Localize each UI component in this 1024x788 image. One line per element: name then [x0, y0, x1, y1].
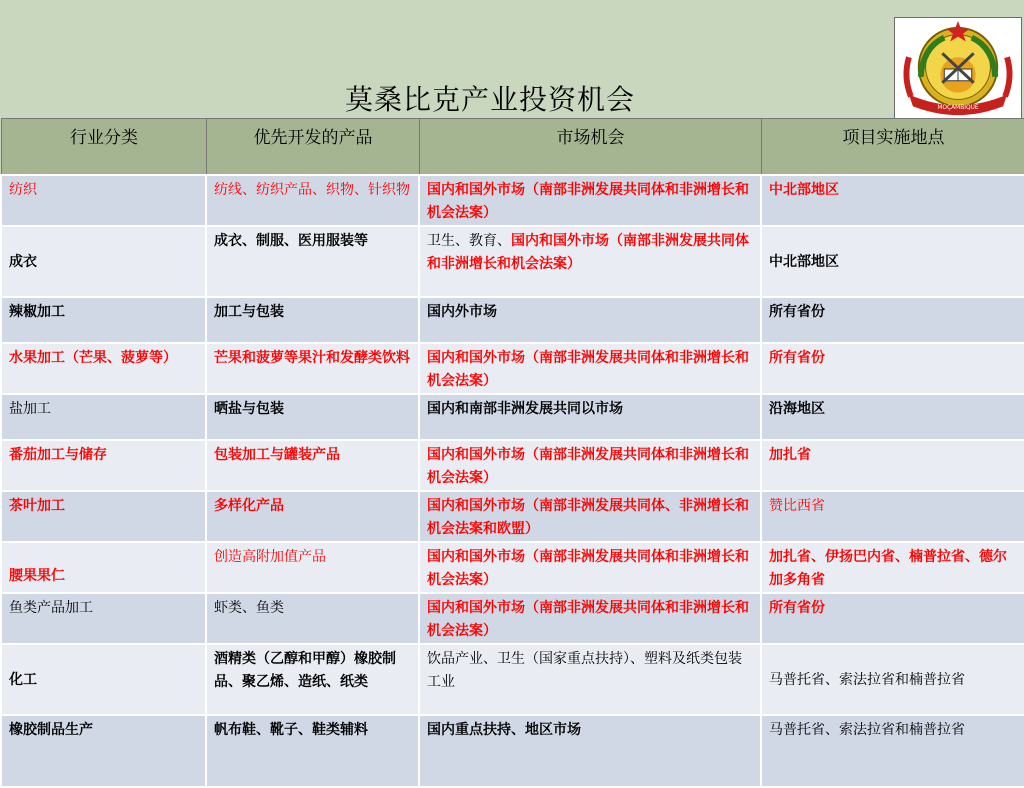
cell-product: 帆布鞋、靴子、鞋类辅料	[206, 715, 419, 787]
cell-market: 国内和国外市场（南部非洲发展共同体和非洲增长和机会法案）	[419, 440, 761, 491]
cell-product: 多样化产品	[206, 491, 419, 542]
cell-market: 饮品产业、卫生（国家重点扶持）、塑料及纸类包装工业	[419, 644, 761, 715]
cell-industry: 茶叶加工	[1, 491, 206, 542]
cell-location: 赞比西省	[761, 491, 1024, 542]
cell-location: 所有省份	[761, 297, 1024, 343]
table-row	[1, 440, 1024, 491]
cell-industry: 番茄加工与储存	[1, 440, 206, 491]
cell-location: 所有省份	[761, 343, 1024, 394]
table-row	[1, 297, 1024, 343]
table-row	[1, 715, 1024, 787]
emblem-banner-text: MOÇAMBIQUE	[937, 105, 979, 112]
cell-product: 纺线、纺织产品、织物、针织物	[206, 175, 419, 226]
cell-product: 酒精类（乙醇和甲醇）橡胶制品、聚乙烯、造纸、纸类	[206, 644, 419, 715]
cell-product: 成衣、制服、医用服装等	[206, 226, 419, 297]
header-location: 项目实施地点	[761, 119, 1024, 175]
national-emblem	[894, 17, 1022, 122]
cell-market: 国内和国外市场（南部非洲发展共同体和非洲增长和机会法案）	[419, 343, 761, 394]
cell-market: 国内外市场	[419, 297, 761, 343]
cell-market-prefix: 卫生、教育、	[427, 232, 511, 249]
table-row	[1, 175, 1024, 226]
table-row	[1, 226, 1024, 297]
cell-industry: 纺织	[1, 175, 206, 226]
cell-product: 创造高附加值产品	[206, 542, 419, 593]
cell-industry: 成衣	[1, 226, 206, 297]
cell-location: 沿海地区	[761, 394, 1024, 440]
cell-industry: 橡胶制品生产	[1, 715, 206, 787]
table-row	[1, 343, 1024, 394]
cell-product: 包装加工与罐装产品	[206, 440, 419, 491]
header-product: 优先开发的产品	[206, 119, 419, 175]
cell-market: 国内和国外市场（南部非洲发展共同体、非洲增长和机会法案和欧盟）	[419, 491, 761, 542]
cell-location: 中北部地区	[761, 175, 1024, 226]
cell-market: 国内和国外市场（南部非洲发展共同体和非洲增长和机会法案）	[419, 175, 761, 226]
cell-market: 国内和国外市场（南部非洲发展共同体和非洲增长和机会法案）	[419, 593, 761, 644]
cell-location: 加扎省、伊扬巴内省、楠普拉省、德尔加多角省	[761, 542, 1024, 593]
cell-market: 国内重点扶持、地区市场	[419, 715, 761, 787]
cell-location: 加扎省	[761, 440, 1024, 491]
cell-product: 虾类、鱼类	[206, 593, 419, 644]
cell-industry: 辣椒加工	[1, 297, 206, 343]
cell-industry: 化工	[1, 644, 206, 715]
cell-market: 国内和国外市场（南部非洲发展共同体和非洲增长和机会法案）	[419, 542, 761, 593]
cell-location: 马普托省、索法拉省和楠普拉省	[761, 644, 1024, 715]
table-row	[1, 644, 1024, 715]
table-row	[1, 491, 1024, 542]
investment-table	[0, 118, 1024, 788]
table-row	[1, 542, 1024, 593]
cell-industry: 腰果果仁	[1, 542, 206, 593]
table-row	[1, 394, 1024, 440]
cell-industry: 水果加工（芒果、菠萝等）	[1, 343, 206, 394]
cell-product: 晒盐与包装	[206, 394, 419, 440]
cell-product: 芒果和菠萝等果汁和发酵类饮料	[206, 343, 419, 394]
header-industry: 行业分类	[1, 119, 206, 175]
cell-industry: 鱼类产品加工	[1, 593, 206, 644]
cell-market: 国内和南部非洲发展共同以市场	[419, 394, 761, 440]
emblem-icon	[895, 18, 1021, 121]
cell-market	[419, 226, 761, 297]
cell-market-main: 国内和国外市场（南部非洲发展共同体和非洲增长和机会法案）	[427, 232, 749, 272]
header-market: 市场机会	[419, 119, 761, 175]
cell-location: 马普托省、索法拉省和楠普拉省	[761, 715, 1024, 787]
cell-product: 加工与包装	[206, 297, 419, 343]
table-header-row	[1, 119, 1024, 175]
cell-industry: 盐加工	[1, 394, 206, 440]
page-title: 莫桑比克产业投资机会	[344, 83, 635, 116]
cell-location: 所有省份	[761, 593, 1024, 644]
table-row	[1, 593, 1024, 644]
cell-location: 中北部地区	[761, 226, 1024, 297]
